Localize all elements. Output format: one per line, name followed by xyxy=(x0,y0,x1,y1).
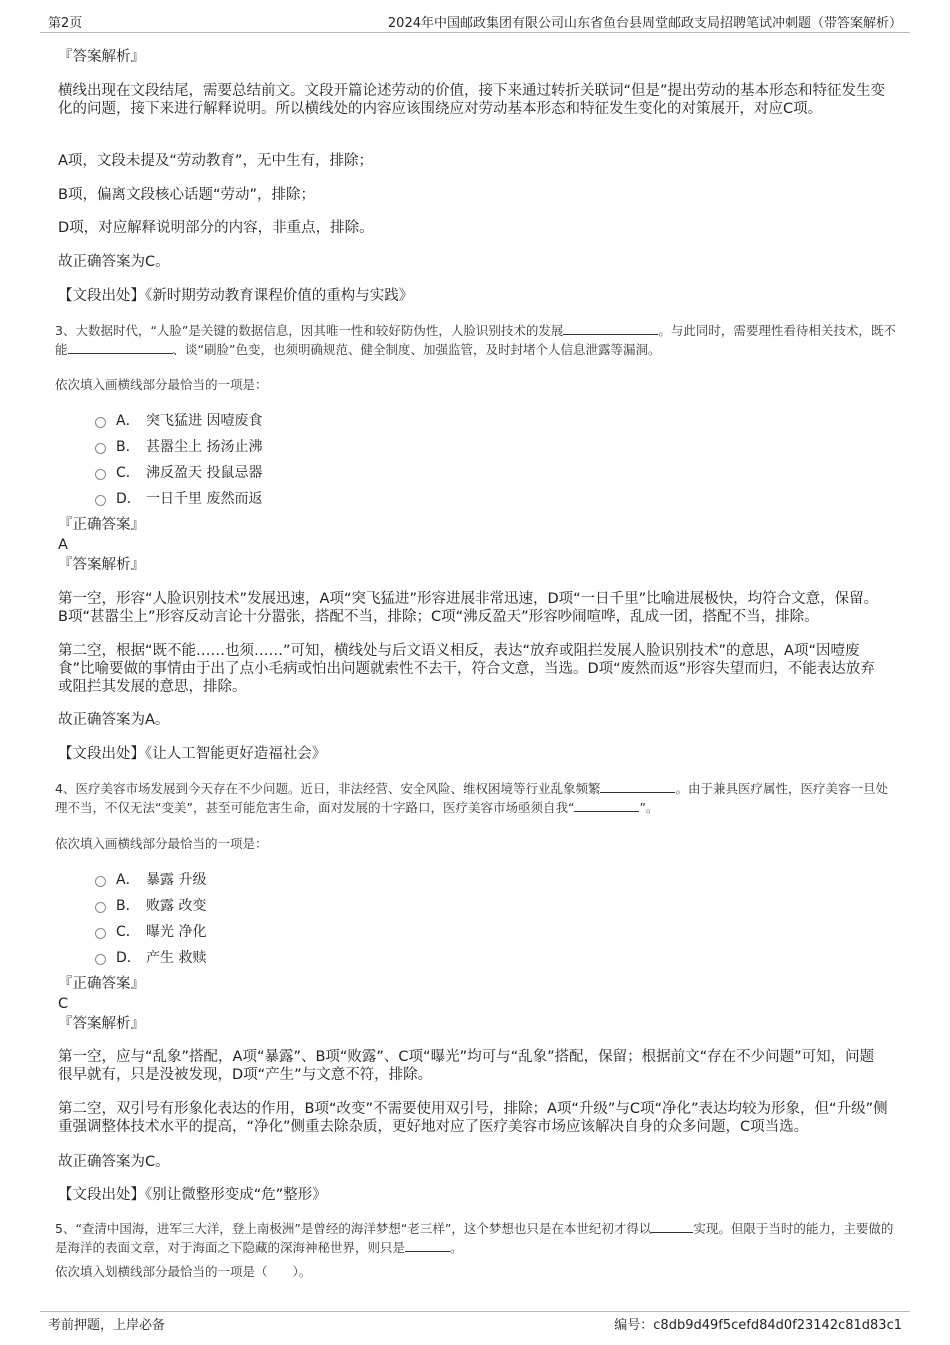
q3-analysis-p1: 第一空，形容“人脸识别技术”发展迅速，A项“突飞猛进”形容进展非常迅速，D项“一日千里”比喻进展极快，均符合文意，保留。B项“甚嚣尘上”形容反动言论十分嚣张，搭配不当，排除；C项“沸反盈天”形容吵闹喧哗，乱成一团，搭配不当，排除。 xyxy=(58,591,879,625)
q4-source: 【文段出处】《别让微整形变成“危”整形》 xyxy=(58,1187,327,1203)
q3-source: 【文段出处】《让人工智能更好造福社会》 xyxy=(58,746,327,762)
q3-option-b[interactable] xyxy=(95,436,262,456)
option-letter: B． xyxy=(116,439,140,455)
q3-answer: A xyxy=(58,537,68,553)
option-letter: A． xyxy=(116,872,140,888)
header-divider xyxy=(40,32,910,33)
radio-icon[interactable] xyxy=(95,495,106,506)
q4-conclusion: 故正确答案为C。 xyxy=(58,1154,170,1170)
q4-stem-part-a: 4、医疗美容市场发展到今天存在不少问题。近日，非法经营、安全风险、维权困境等行业乱象频繁 xyxy=(55,781,601,796)
q3-option-c[interactable] xyxy=(95,462,262,482)
document-title: 2024年中国邮政集团有限公司山东省鱼台县周堂邮政支局招聘笔试冲刺题（带答案解析） xyxy=(387,16,902,31)
q2-analysis-p2: A项，文段未提及“劳动教育”，无中生有，排除； xyxy=(58,153,373,169)
option-letter: A． xyxy=(116,413,140,429)
option-letter: B． xyxy=(116,898,140,914)
q5-stem xyxy=(55,1219,900,1257)
q2-conclusion: 故正确答案为C。 xyxy=(58,254,170,270)
option-letter: D． xyxy=(116,950,141,966)
q3-analysis-label: 『答案解析』 xyxy=(58,557,145,573)
q3-analysis-p2: 第二空，根据“既不能……也须……”可知，横线处与后文语义相反，表达“放弃或阻拦发展人脸识别技术”的意思，A项“因噎废食”比喻要做的事情由于出了点小毛病或怕出问题就索性不去干，符合文意，当选。D项“废然而返”形容失望而归，不能表达放弃或阻拦其发展的意思，排除。 xyxy=(58,643,875,695)
q3-prompt: 依次填入画横线部分最恰当的一项是： xyxy=(55,377,268,392)
q4-answer: C xyxy=(58,996,69,1012)
option-text: 沸反盈天 投鼠忌器 xyxy=(146,465,263,481)
q4-stem-part-b: 。由于兼具医疗属性，医疗美容一旦处理不当，不仅无法“变美”，甚至可能危害生命，面对发展的十字路口，医疗美容市场亟须自我“ xyxy=(55,781,888,815)
q3-conclusion: 故正确答案为A。 xyxy=(58,712,170,728)
option-text: 产生 救赎 xyxy=(146,950,207,966)
q3-stem-part-c: 、谈“刷脸”色变，也须明确规范、健全制度、加强监管，及时封堵个人信息泄露等漏洞。 xyxy=(172,342,661,357)
radio-icon[interactable] xyxy=(95,469,106,480)
radio-icon[interactable] xyxy=(95,954,106,965)
q4-option-d[interactable] xyxy=(95,947,206,967)
q3-answer-label: 『正确答案』 xyxy=(58,517,145,533)
q2-analysis-p4: D项，对应解释说明部分的内容，非重点，排除。 xyxy=(58,220,374,236)
q3-stem xyxy=(55,321,900,359)
page-number: 第2页 xyxy=(48,16,83,31)
option-letter: D． xyxy=(116,491,141,507)
q4-analysis-p2: 第二空，双引号有形象化表达的作用，B项“改变”不需要使用双引号，排除；A项“升级”与C项“净化”表达均较为形象，但“升级”侧重强调整体技术水平的提高，“净化”侧重去除杂质，更好地对应了医疗美容市场应该解决自身的众多问题，C项当选。 xyxy=(58,1101,888,1135)
option-text: 败露 改变 xyxy=(146,898,207,914)
q2-analysis-p1: 横线出现在文段结尾，需要总结前文。文段开篇论述劳动的价值，接下来通过转折关联词“但是”提出劳动的基本形态和特征发生变化的问题，接下来进行解释说明。所以横线处的内容应该围绕应对劳动基本形态和特征发生变化的对策展开，对应C项。 xyxy=(58,83,886,117)
option-text: 甚嚣尘上 扬汤止沸 xyxy=(146,439,263,455)
option-text: 一日千里 废然而返 xyxy=(146,491,263,507)
q5-stem-part-b: 实现。但限于当时的能力，主要做的是海洋的表面文章，对于海面之下隐藏的深海神秘世界，则只是 xyxy=(55,1221,894,1255)
radio-icon[interactable] xyxy=(95,876,106,887)
q2-analysis-label: 『答案解析』 xyxy=(58,49,145,65)
q5-blank-1 xyxy=(651,1220,693,1233)
q3-option-d[interactable] xyxy=(95,488,262,508)
option-letter: C． xyxy=(116,924,140,940)
radio-icon[interactable] xyxy=(95,928,106,939)
option-text: 暴露 升级 xyxy=(146,872,207,888)
q5-stem-part-c: 。 xyxy=(450,1240,463,1255)
q3-blank-1 xyxy=(563,322,658,335)
q4-stem-part-c: ”。 xyxy=(639,800,659,815)
q4-blank-2 xyxy=(574,799,639,812)
q5-stem-part-a: 5、“查清中国海，进军三大洋，登上南极洲”是曾经的海洋梦想“老三样”，这个梦想也只是在本世纪初才得以 xyxy=(55,1221,652,1236)
document-code: 编号：c8db9d49f5cefd84d0f23142c81d83c1 xyxy=(614,1318,902,1333)
q5-blank-2 xyxy=(405,1239,450,1252)
q4-prompt: 依次填入画横线部分最恰当的一项是： xyxy=(55,836,268,851)
q3-stem-part-a: 3、大数据时代，“人脸”是关键的数据信息，因其唯一性和较好防伪性，人脸识别技术的发展 xyxy=(55,323,564,338)
q4-option-b[interactable] xyxy=(95,895,206,915)
radio-icon[interactable] xyxy=(95,417,106,428)
q3-stem-part-b: 。与此同时，需要理性看待相关技术，既不能 xyxy=(55,323,896,357)
q3-blank-2 xyxy=(68,341,173,354)
q4-answer-label: 『正确答案』 xyxy=(58,976,145,992)
q4-analysis-p1: 第一空，应与“乱象”搭配，A项“暴露”、B项“败露”、C项“曝光”均可与“乱象”搭配，保留；根据前文“存在不少问题”可知，问题很早就有，只是没被发现，D项“产生”与文意不符，排除。 xyxy=(58,1049,875,1083)
q2-analysis-p3: B项，偏离文段核心话题“劳动”，排除； xyxy=(58,187,315,203)
footer-divider xyxy=(40,1311,910,1312)
option-text: 曝光 净化 xyxy=(146,924,207,940)
q4-blank-1 xyxy=(600,780,675,793)
q4-analysis-label: 『答案解析』 xyxy=(58,1016,145,1032)
footer-slogan: 考前押题，上岸必备 xyxy=(48,1318,166,1333)
option-letter: C． xyxy=(116,465,140,481)
q5-prompt: 依次填入划横线部分最恰当的一项是（ ）。 xyxy=(55,1264,312,1279)
q4-option-a[interactable] xyxy=(95,869,206,889)
q3-option-a[interactable] xyxy=(95,410,262,430)
q2-source: 【文段出处】《新时期劳动教育课程价值的重构与实践》 xyxy=(58,288,414,304)
option-text: 突飞猛进 因噎废食 xyxy=(146,413,263,429)
q4-option-c[interactable] xyxy=(95,921,206,941)
radio-icon[interactable] xyxy=(95,902,106,913)
radio-icon[interactable] xyxy=(95,443,106,454)
q4-stem xyxy=(55,779,900,817)
